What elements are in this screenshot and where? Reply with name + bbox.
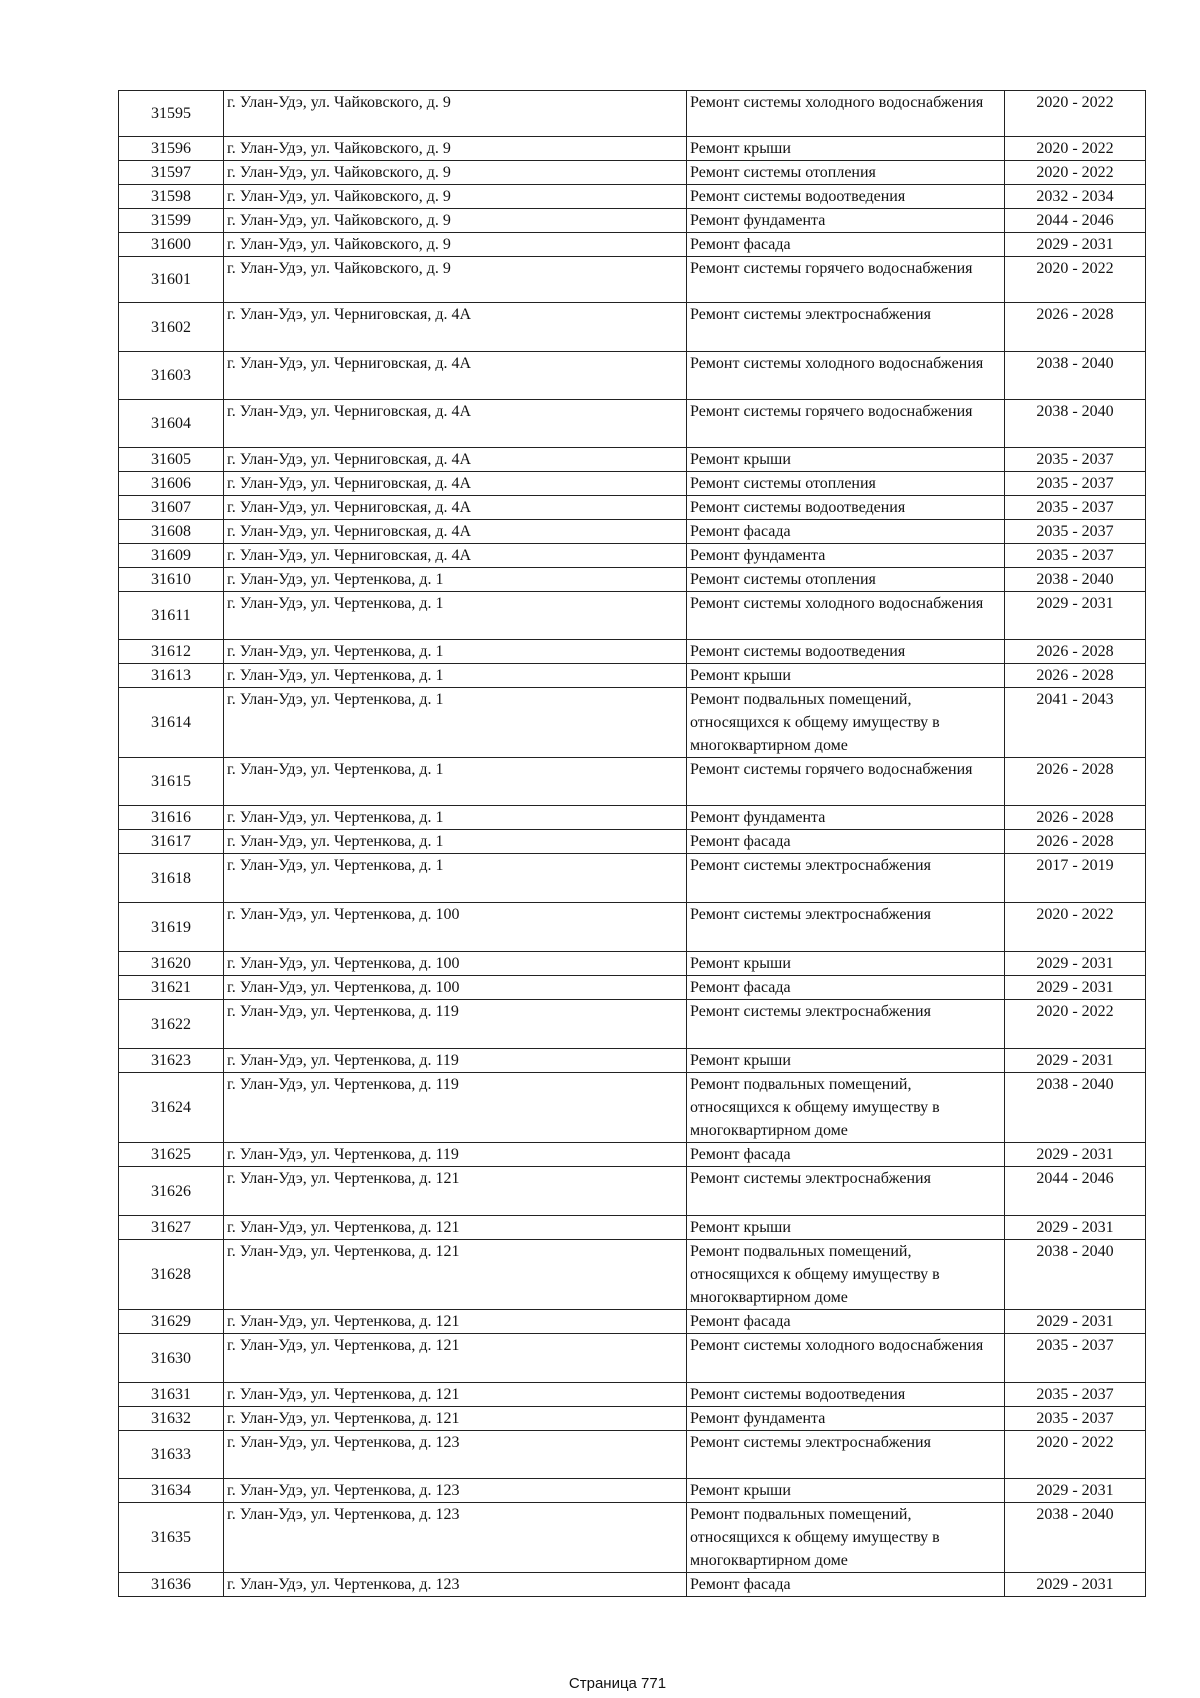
period-cell: 2026 - 2028 [1005,806,1146,830]
page-number: Страница 771 [568,1675,667,1692]
work-type-cell: Ремонт крыши [687,1049,1005,1073]
work-type-cell: Ремонт фасада [687,830,1005,854]
work-type-cell: Ремонт системы отопления [687,568,1005,592]
address-cell: г. Улан-Удэ, ул. Чертенкова, д. 1 [224,688,687,758]
address-cell: г. Улан-Удэ, ул. Черниговская, д. 4А [224,520,687,544]
row-id-cell: 31632 [119,1407,224,1431]
period-cell: 2038 - 2040 [1005,400,1146,448]
period-cell: 2020 - 2022 [1005,1431,1146,1479]
period-cell: 2035 - 2037 [1005,520,1146,544]
period-cell: 2026 - 2028 [1005,758,1146,806]
address-cell: г. Улан-Удэ, ул. Черниговская, д. 4А [224,544,687,568]
row-id-cell: 31618 [119,854,224,903]
work-type-cell: Ремонт фасада [687,1310,1005,1334]
period-cell: 2026 - 2028 [1005,830,1146,854]
period-cell: 2035 - 2037 [1005,496,1146,520]
table-row [119,472,1146,496]
repair-schedule-table [118,90,1146,1597]
table-row [119,758,1146,806]
address-cell: г. Улан-Удэ, ул. Чайковского, д. 9 [224,185,687,209]
period-cell: 2038 - 2040 [1005,1503,1146,1573]
table-row [119,1167,1146,1216]
address-cell: г. Улан-Удэ, ул. Чертенкова, д. 1 [224,854,687,903]
row-id-cell: 31627 [119,1216,224,1240]
row-id-cell: 31612 [119,640,224,664]
work-type-cell: Ремонт системы водоотведения [687,185,1005,209]
table-row [119,1310,1146,1334]
work-type-cell: Ремонт системы холодного водоснабжения [687,592,1005,640]
period-cell: 2032 - 2034 [1005,185,1146,209]
period-cell: 2020 - 2022 [1005,257,1146,303]
work-type-cell: Ремонт подвальных помещений, относящихся к общему имуществу в многоквартирном доме [687,1240,1005,1310]
row-id-cell: 31600 [119,233,224,257]
table-row [119,664,1146,688]
period-cell: 2029 - 2031 [1005,1049,1146,1073]
period-cell: 2035 - 2037 [1005,448,1146,472]
table-row [119,233,1146,257]
row-id-cell: 31629 [119,1310,224,1334]
work-type-cell: Ремонт системы горячего водоснабжения [687,400,1005,448]
row-id-cell: 31626 [119,1167,224,1216]
row-id-cell: 31597 [119,161,224,185]
table-row [119,1407,1146,1431]
address-cell: г. Улан-Удэ, ул. Чертенкова, д. 123 [224,1503,687,1573]
address-cell: г. Улан-Удэ, ул. Чертенкова, д. 121 [224,1310,687,1334]
address-cell: г. Улан-Удэ, ул. Чертенкова, д. 121 [224,1216,687,1240]
table-row [119,496,1146,520]
period-cell: 2029 - 2031 [1005,1310,1146,1334]
address-cell: г. Улан-Удэ, ул. Чертенкова, д. 1 [224,592,687,640]
row-id-cell: 31636 [119,1573,224,1597]
work-type-cell: Ремонт подвальных помещений, относящихся к общему имуществу в многоквартирном доме [687,688,1005,758]
table-row [119,806,1146,830]
work-type-cell: Ремонт фасада [687,976,1005,1000]
address-cell: г. Улан-Удэ, ул. Чертенкова, д. 119 [224,1143,687,1167]
table-row [119,1334,1146,1383]
period-cell: 2029 - 2031 [1005,1479,1146,1503]
period-cell: 2038 - 2040 [1005,568,1146,592]
row-id-cell: 31620 [119,952,224,976]
address-cell: г. Улан-Удэ, ул. Чертенкова, д. 1 [224,664,687,688]
work-type-cell: Ремонт системы холодного водоснабжения [687,91,1005,137]
address-cell: г. Улан-Удэ, ул. Чайковского, д. 9 [224,233,687,257]
work-type-cell: Ремонт системы электроснабжения [687,854,1005,903]
table-row [119,400,1146,448]
table-row [119,688,1146,758]
period-cell: 2020 - 2022 [1005,1000,1146,1049]
table-row [119,448,1146,472]
address-cell: г. Улан-Удэ, ул. Чертенкова, д. 121 [224,1334,687,1383]
table-row [119,257,1146,303]
row-id-cell: 31611 [119,592,224,640]
address-cell: г. Улан-Удэ, ул. Чертенкова, д. 100 [224,976,687,1000]
period-cell: 2020 - 2022 [1005,903,1146,952]
row-id-cell: 31622 [119,1000,224,1049]
work-type-cell: Ремонт фасада [687,1143,1005,1167]
row-id-cell: 31623 [119,1049,224,1073]
work-type-cell: Ремонт системы электроснабжения [687,1000,1005,1049]
period-cell: 2029 - 2031 [1005,592,1146,640]
address-cell: г. Улан-Удэ, ул. Черниговская, д. 4А [224,352,687,400]
row-id-cell: 31601 [119,257,224,303]
row-id-cell: 31614 [119,688,224,758]
row-id-cell: 31603 [119,352,224,400]
row-id-cell: 31602 [119,303,224,352]
period-cell: 2038 - 2040 [1005,352,1146,400]
row-id-cell: 31635 [119,1503,224,1573]
table-row [119,1143,1146,1167]
period-cell: 2029 - 2031 [1005,1573,1146,1597]
table-row [119,1479,1146,1503]
work-type-cell: Ремонт крыши [687,1479,1005,1503]
table-row [119,854,1146,903]
table-body [119,91,1146,1597]
address-cell: г. Улан-Удэ, ул. Черниговская, д. 4А [224,400,687,448]
row-id-cell: 31608 [119,520,224,544]
work-type-cell: Ремонт подвальных помещений, относящихся к общему имуществу в многоквартирном доме [687,1503,1005,1573]
work-type-cell: Ремонт системы холодного водоснабжения [687,352,1005,400]
table-row [119,303,1146,352]
work-type-cell: Ремонт фасада [687,520,1005,544]
table-row [119,1431,1146,1479]
table-row [119,952,1146,976]
row-id-cell: 31604 [119,400,224,448]
period-cell: 2026 - 2028 [1005,640,1146,664]
period-cell: 2035 - 2037 [1005,1334,1146,1383]
work-type-cell: Ремонт крыши [687,448,1005,472]
table-row [119,1503,1146,1573]
row-id-cell: 31606 [119,472,224,496]
address-cell: г. Улан-Удэ, ул. Чайковского, д. 9 [224,137,687,161]
address-cell: г. Улан-Удэ, ул. Черниговская, д. 4А [224,448,687,472]
address-cell: г. Улан-Удэ, ул. Чайковского, д. 9 [224,257,687,303]
address-cell: г. Улан-Удэ, ул. Черниговская, д. 4А [224,472,687,496]
address-cell: г. Улан-Удэ, ул. Чертенкова, д. 121 [224,1167,687,1216]
address-cell: г. Улан-Удэ, ул. Чертенкова, д. 1 [224,568,687,592]
work-type-cell: Ремонт системы отопления [687,161,1005,185]
address-cell: г. Улан-Удэ, ул. Чертенкова, д. 1 [224,758,687,806]
period-cell: 2029 - 2031 [1005,976,1146,1000]
period-cell: 2044 - 2046 [1005,1167,1146,1216]
period-cell: 2038 - 2040 [1005,1240,1146,1310]
address-cell: г. Улан-Удэ, ул. Чертенкова, д. 121 [224,1240,687,1310]
work-type-cell: Ремонт крыши [687,664,1005,688]
period-cell: 2029 - 2031 [1005,1143,1146,1167]
address-cell: г. Улан-Удэ, ул. Чайковского, д. 9 [224,91,687,137]
work-type-cell: Ремонт фасада [687,1573,1005,1597]
address-cell: г. Улан-Удэ, ул. Черниговская, д. 4А [224,496,687,520]
period-cell: 2035 - 2037 [1005,472,1146,496]
address-cell: г. Улан-Удэ, ул. Черниговская, д. 4А [224,303,687,352]
row-id-cell: 31628 [119,1240,224,1310]
address-cell: г. Улан-Удэ, ул. Чертенкова, д. 123 [224,1573,687,1597]
period-cell: 2026 - 2028 [1005,303,1146,352]
row-id-cell: 31596 [119,137,224,161]
row-id-cell: 31616 [119,806,224,830]
period-cell: 2020 - 2022 [1005,161,1146,185]
address-cell: г. Улан-Удэ, ул. Чертенкова, д. 121 [224,1383,687,1407]
work-type-cell: Ремонт системы горячего водоснабжения [687,758,1005,806]
period-cell: 2035 - 2037 [1005,544,1146,568]
period-cell: 2029 - 2031 [1005,1216,1146,1240]
row-id-cell: 31630 [119,1334,224,1383]
address-cell: г. Улан-Удэ, ул. Чертенкова, д. 119 [224,1073,687,1143]
table-row [119,1049,1146,1073]
table-row [119,1383,1146,1407]
work-type-cell: Ремонт системы водоотведения [687,640,1005,664]
row-id-cell: 31634 [119,1479,224,1503]
row-id-cell: 31607 [119,496,224,520]
work-type-cell: Ремонт фундамента [687,544,1005,568]
period-cell: 2020 - 2022 [1005,91,1146,137]
row-id-cell: 31610 [119,568,224,592]
work-type-cell: Ремонт системы водоотведения [687,1383,1005,1407]
work-type-cell: Ремонт фасада [687,233,1005,257]
table-row [119,520,1146,544]
address-cell: г. Улан-Удэ, ул. Чайковского, д. 9 [224,161,687,185]
period-cell: 2035 - 2037 [1005,1407,1146,1431]
row-id-cell: 31605 [119,448,224,472]
row-id-cell: 31598 [119,185,224,209]
address-cell: г. Улан-Удэ, ул. Чертенкова, д. 100 [224,952,687,976]
address-cell: г. Улан-Удэ, ул. Чертенкова, д. 119 [224,1049,687,1073]
work-type-cell: Ремонт системы водоотведения [687,496,1005,520]
address-cell: г. Улан-Удэ, ул. Чертенкова, д. 1 [224,806,687,830]
address-cell: г. Улан-Удэ, ул. Чертенкова, д. 1 [224,830,687,854]
work-type-cell: Ремонт системы электроснабжения [687,1167,1005,1216]
table-row [119,137,1146,161]
table-row [119,1216,1146,1240]
table-row [119,903,1146,952]
table-row [119,209,1146,233]
period-cell: 2041 - 2043 [1005,688,1146,758]
table-row [119,352,1146,400]
work-type-cell: Ремонт фундамента [687,209,1005,233]
work-type-cell: Ремонт крыши [687,952,1005,976]
row-id-cell: 31625 [119,1143,224,1167]
table-row [119,1573,1146,1597]
work-type-cell: Ремонт фундамента [687,806,1005,830]
table-row [119,544,1146,568]
row-id-cell: 31599 [119,209,224,233]
period-cell: 2020 - 2022 [1005,137,1146,161]
row-id-cell: 31613 [119,664,224,688]
table-row [119,1000,1146,1049]
period-cell: 2044 - 2046 [1005,209,1146,233]
work-type-cell: Ремонт системы электроснабжения [687,1431,1005,1479]
address-cell: г. Улан-Удэ, ул. Чертенкова, д. 1 [224,640,687,664]
period-cell: 2026 - 2028 [1005,664,1146,688]
work-type-cell: Ремонт крыши [687,137,1005,161]
period-cell: 2029 - 2031 [1005,233,1146,257]
table-row [119,91,1146,137]
row-id-cell: 31631 [119,1383,224,1407]
table-row [119,568,1146,592]
row-id-cell: 31619 [119,903,224,952]
work-type-cell: Ремонт фундамента [687,1407,1005,1431]
table-row [119,830,1146,854]
table-row [119,161,1146,185]
row-id-cell: 31617 [119,830,224,854]
period-cell: 2038 - 2040 [1005,1073,1146,1143]
table-row [119,592,1146,640]
address-cell: г. Улан-Удэ, ул. Чертенкова, д. 121 [224,1407,687,1431]
work-type-cell: Ремонт системы горячего водоснабжения [687,257,1005,303]
row-id-cell: 31615 [119,758,224,806]
work-type-cell: Ремонт системы отопления [687,472,1005,496]
table-row [119,976,1146,1000]
address-cell: г. Улан-Удэ, ул. Чертенкова, д. 100 [224,903,687,952]
row-id-cell: 31621 [119,976,224,1000]
address-cell: г. Улан-Удэ, ул. Чайковского, д. 9 [224,209,687,233]
work-type-cell: Ремонт подвальных помещений, относящихся к общему имуществу в многоквартирном доме [687,1073,1005,1143]
row-id-cell: 31609 [119,544,224,568]
row-id-cell: 31633 [119,1431,224,1479]
work-type-cell: Ремонт крыши [687,1216,1005,1240]
period-cell: 2029 - 2031 [1005,952,1146,976]
table-row [119,185,1146,209]
work-type-cell: Ремонт системы холодного водоснабжения [687,1334,1005,1383]
period-cell: 2035 - 2037 [1005,1383,1146,1407]
address-cell: г. Улан-Удэ, ул. Чертенкова, д. 119 [224,1000,687,1049]
table-row [119,640,1146,664]
row-id-cell: 31595 [119,91,224,137]
address-cell: г. Улан-Удэ, ул. Чертенкова, д. 123 [224,1479,687,1503]
table-row [119,1240,1146,1310]
work-type-cell: Ремонт системы электроснабжения [687,303,1005,352]
address-cell: г. Улан-Удэ, ул. Чертенкова, д. 123 [224,1431,687,1479]
work-type-cell: Ремонт системы электроснабжения [687,903,1005,952]
table-row [119,1073,1146,1143]
period-cell: 2017 - 2019 [1005,854,1146,903]
row-id-cell: 31624 [119,1073,224,1143]
